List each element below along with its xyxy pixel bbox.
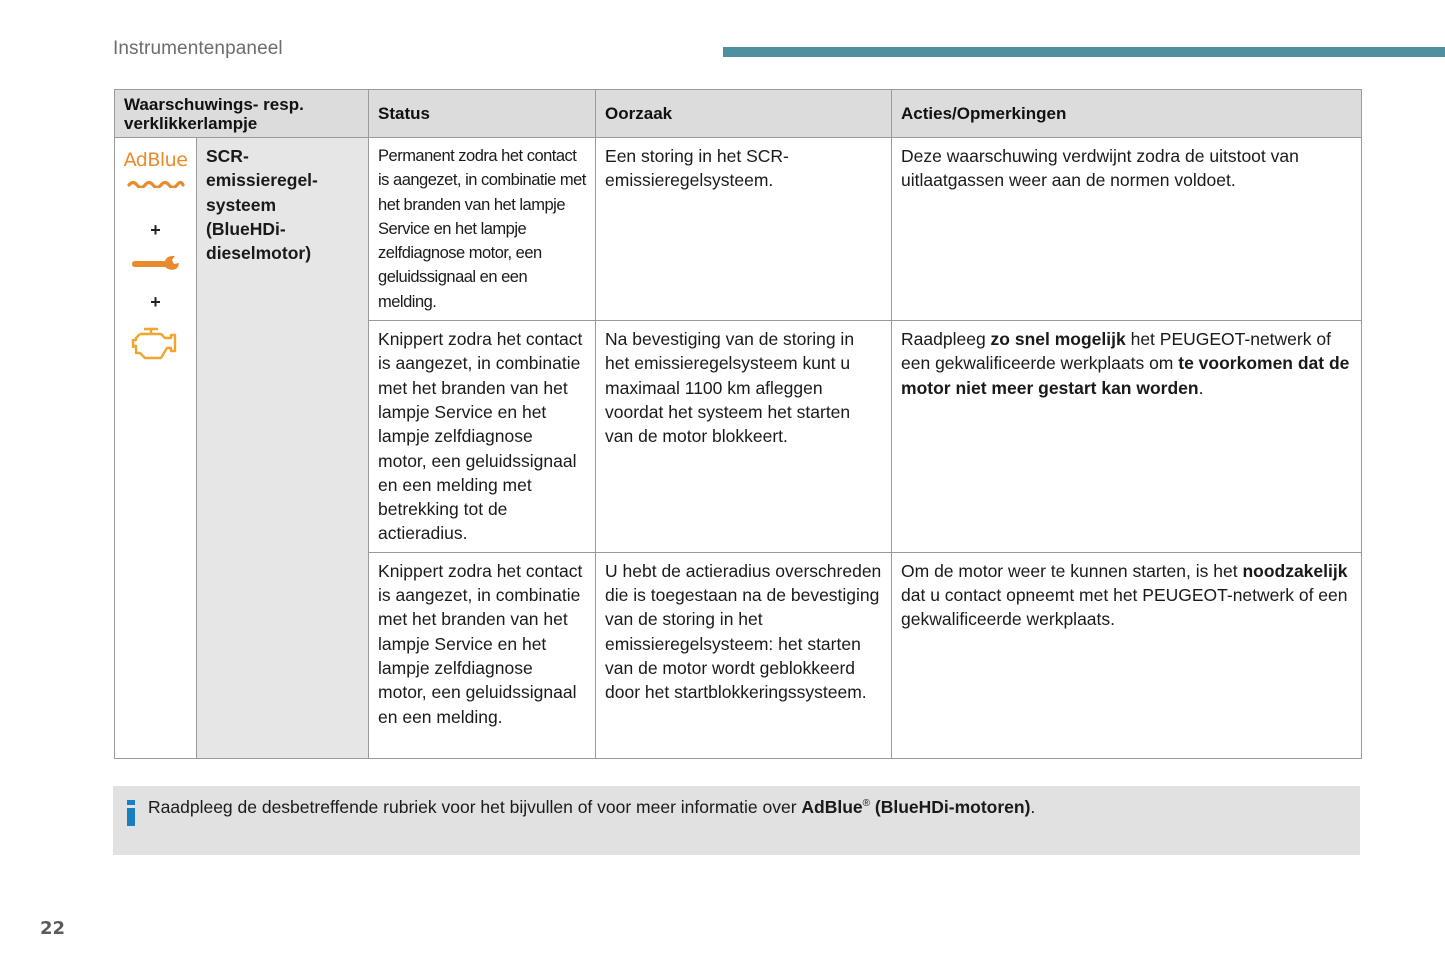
engine-diagnosis-icon: [131, 326, 181, 362]
lamp-icons-cell: [115, 138, 197, 759]
wrench-service-icon: [131, 254, 181, 274]
row-actions: Deze waarschuwing verdwijnt zodra de uitstoot van uitlaatgassen weer aan de normen voldoet.: [892, 138, 1362, 321]
info-icon: [127, 800, 135, 826]
header-status: Status: [369, 90, 596, 138]
plus-sign: +: [150, 292, 161, 313]
row-cause: Na bevestiging van de storing in het emissieregelsysteem kunt u maximaal 1100 km afleggen voordat het systeem het starten van de motor blokkeert.: [596, 321, 892, 553]
header-actions: Acties/Opmerkingen: [892, 90, 1362, 138]
lamp-name: SCR-emissieregel-systeem (BlueHDi-dieselmotor): [197, 138, 369, 759]
row-cause: U hebt de actieradius overschreden die is toegestaan na de bevestiging van de storing in het emissieregelsysteem: het starten van de motor wordt geblokkeerd door het startblokkeringssysteem.: [596, 552, 892, 758]
row-status: Knippert zodra het contact is aangezet, in combinatie met het branden van het lampje Service en het lampje zelfdiagnose motor, een geluidssignaal en een melding met betrekking tot de actieradius.: [369, 321, 596, 553]
plus-sign: +: [150, 220, 161, 241]
warning-lamp-table: [114, 89, 1362, 759]
row-actions: Raadpleeg zo snel mogelijk het PEUGEOT-netwerk of een gekwalificeerde werkplaats om te voorkomen dat de motor niet meer gestart kan worden.: [892, 321, 1362, 553]
header-accent-bar: [723, 47, 1445, 57]
row-status: Knippert zodra het contact is aangezet, in combinatie met het branden van het lampje Service en het lampje zelfdiagnose motor, een geluidssignaal en een melding.: [369, 552, 596, 758]
table-header-row: [115, 90, 1362, 138]
adblue-icon: AdBlue: [124, 150, 188, 194]
section-title: Instrumentenpaneel: [113, 38, 283, 59]
row-cause: Een storing in het SCR-emissieregelsysteem.: [596, 138, 892, 321]
info-text: Raadpleeg de desbetreffende rubriek voor het bijvullen of voor meer informatie over AdBlue® (BlueHDi-motoren).: [148, 797, 1036, 817]
info-note: [113, 786, 1360, 855]
table-row: [115, 138, 1362, 321]
row-actions: Om de motor weer te kunnen starten, is het noodzakelijk dat u contact opneemt met het PEUGEOT-netwerk of een gekwalificeerde werkplaats.: [892, 552, 1362, 758]
row-status: Permanent zodra het contact is aangezet, in combinatie met het branden van het lampje Service en het lampje zelfdiagnose motor, een geluidssignaal en een melding.: [369, 138, 596, 321]
header-lamp: Waarschuwings- resp. verklikkerlampje: [115, 90, 369, 138]
page-number: 22: [40, 918, 66, 939]
header-cause: Oorzaak: [596, 90, 892, 138]
